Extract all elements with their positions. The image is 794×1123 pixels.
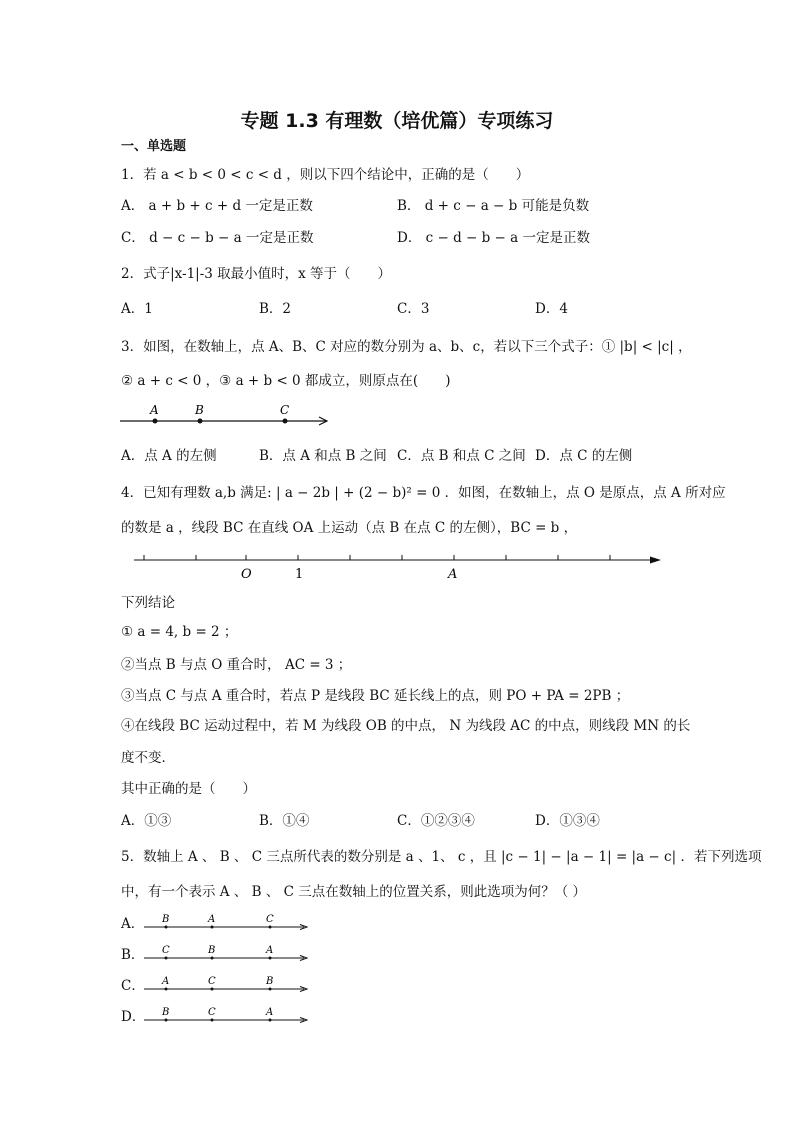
q3-label-c: C <box>280 403 290 417</box>
q5-c-point-1: A <box>162 976 170 987</box>
q4-number-line-figure <box>128 548 668 582</box>
q4-statement-3: ③当点 C 与点 A 重合时，若点 P 是线段 BC 延长线上的点，则 PO + PA = 2PB ； <box>121 688 630 704</box>
q5-a-point-1: B <box>162 914 170 925</box>
q2-option-c[interactable]: C．3 <box>397 301 430 317</box>
q5-d-point-2: C <box>208 1007 216 1018</box>
q4-label-one: 1 <box>295 567 304 582</box>
q4-statement-4-line2: 度不变． <box>121 750 175 766</box>
q5-b-point-1: C <box>162 945 170 956</box>
q4-intro: 下列结论 <box>121 595 175 611</box>
q4-statement-2: ②当点 B 与点 O 重合时， AC = 3 ； <box>121 657 352 673</box>
q3-number-line-figure <box>118 400 338 432</box>
q1-option-d[interactable]: D． c − d − b − a 一定是正数 <box>397 230 590 246</box>
q1-option-c[interactable]: C． d − c − b − a 一定是正数 <box>121 230 314 246</box>
q4-stem-line1: 4．已知有理数 a,b 满足: | a − 2b | + (2 − b)² = 0 ．如图，在数轴上，点 O 是原点，点 A 所对应 <box>121 485 726 501</box>
q1-stem: 1．若 a < b < 0 < c < d ，则以下四个结论中，正确的是（ ） <box>121 167 530 183</box>
q5-option-a-label[interactable]: A． <box>121 916 145 932</box>
q5-d-point-3: A <box>266 1007 274 1018</box>
q3-stem-line2: ② a + c < 0 ，③ a + b < 0 都成立，则原点在( ) <box>121 373 451 389</box>
q3-point-a <box>153 419 158 424</box>
q5-c-point-2: C <box>208 976 216 987</box>
section-heading: 一、单选题 <box>121 139 187 154</box>
q4-statement-1: ① a = 4, b = 2 ； <box>121 624 238 640</box>
q5-b-point-2: B <box>208 945 216 956</box>
q2-option-a[interactable]: A．1 <box>121 301 153 317</box>
q4-option-c[interactable]: C．①②③④ <box>397 813 475 829</box>
q5-option-b-number-line[interactable] <box>140 941 315 965</box>
q4-stem-line2: 的数是 a ，线段 BC 在直线 OA 上运动（点 B 在点 C 的左侧），BC = b ， <box>121 520 578 536</box>
q2-option-b[interactable]: B．2 <box>259 301 292 317</box>
q3-label-a: A <box>150 403 159 417</box>
q4-label-a: A <box>448 567 458 582</box>
q4-axis-arrow <box>650 557 661 564</box>
q1-option-b[interactable]: B． d + c − a − b 可能是负数 <box>397 198 590 214</box>
q5-stem-line1: 5．数轴上 A 、 B 、 C 三点所代表的数分别是 a 、1、 c ，且 |c − 1| − |a − 1| = |a − c| ．若下列选项 <box>121 849 762 865</box>
q3-option-a[interactable]: A．点 A 的左侧 <box>121 448 217 464</box>
q2-option-d[interactable]: D．4 <box>535 301 568 317</box>
q5-option-b-label[interactable]: B． <box>121 947 145 963</box>
q3-point-c <box>283 419 288 424</box>
q2-stem: 2．式子|x-1|-3 取最小值时，x 等于（ ） <box>121 266 392 282</box>
q3-option-b[interactable]: B．点 A 和点 B 之间 <box>259 448 387 464</box>
q4-statement-4-line1: ④在线段 BC 运动过程中，若 M 为线段 OB 的中点， N 为线段 AC 的中点，则线段 MN 的长 <box>121 718 691 734</box>
q3-point-b <box>198 419 203 424</box>
q4-option-d[interactable]: D．①③④ <box>535 813 600 829</box>
q3-label-b: B <box>195 403 204 417</box>
q4-question: 其中正确的是（ ） <box>121 781 256 797</box>
q4-option-a[interactable]: A．①③ <box>121 813 172 829</box>
q5-c-point-3: B <box>266 976 274 987</box>
q4-ticks <box>144 555 610 560</box>
q5-option-d-label[interactable]: D． <box>121 1009 146 1025</box>
q3-option-c[interactable]: C．点 B 和点 C 之间 <box>397 448 526 464</box>
q3-option-d[interactable]: D．点 C 的左侧 <box>535 448 633 464</box>
q4-label-o: O <box>241 567 252 582</box>
q5-a-point-2: A <box>208 914 216 925</box>
q5-option-c-label[interactable]: C． <box>121 978 145 994</box>
q1-option-a[interactable]: A． a + b + c + d 一定是正数 <box>121 198 313 214</box>
q5-option-d-number-line[interactable] <box>140 1003 315 1027</box>
q3-stem-line1: 3．如图，在数轴上，点 A、B、C 对应的数分别为 a、b、c，若以下三个式子：① |b| < |c| ， <box>121 339 692 355</box>
q5-a-point-3: C <box>266 914 274 925</box>
q4-option-b[interactable]: B．①④ <box>259 813 310 829</box>
q5-stem-line2: 中，有一个表示 A 、 B 、 C 三点在数轴上的位置关系，则此选项为何？（ ） <box>121 884 587 900</box>
q5-option-c-number-line[interactable] <box>140 972 315 996</box>
page-title: 专题 1.3 有理数（培优篇）专项练习 <box>240 110 554 132</box>
q5-d-point-1: B <box>162 1007 170 1018</box>
q5-option-a-number-line[interactable] <box>140 910 315 934</box>
q5-b-point-3: A <box>266 945 274 956</box>
